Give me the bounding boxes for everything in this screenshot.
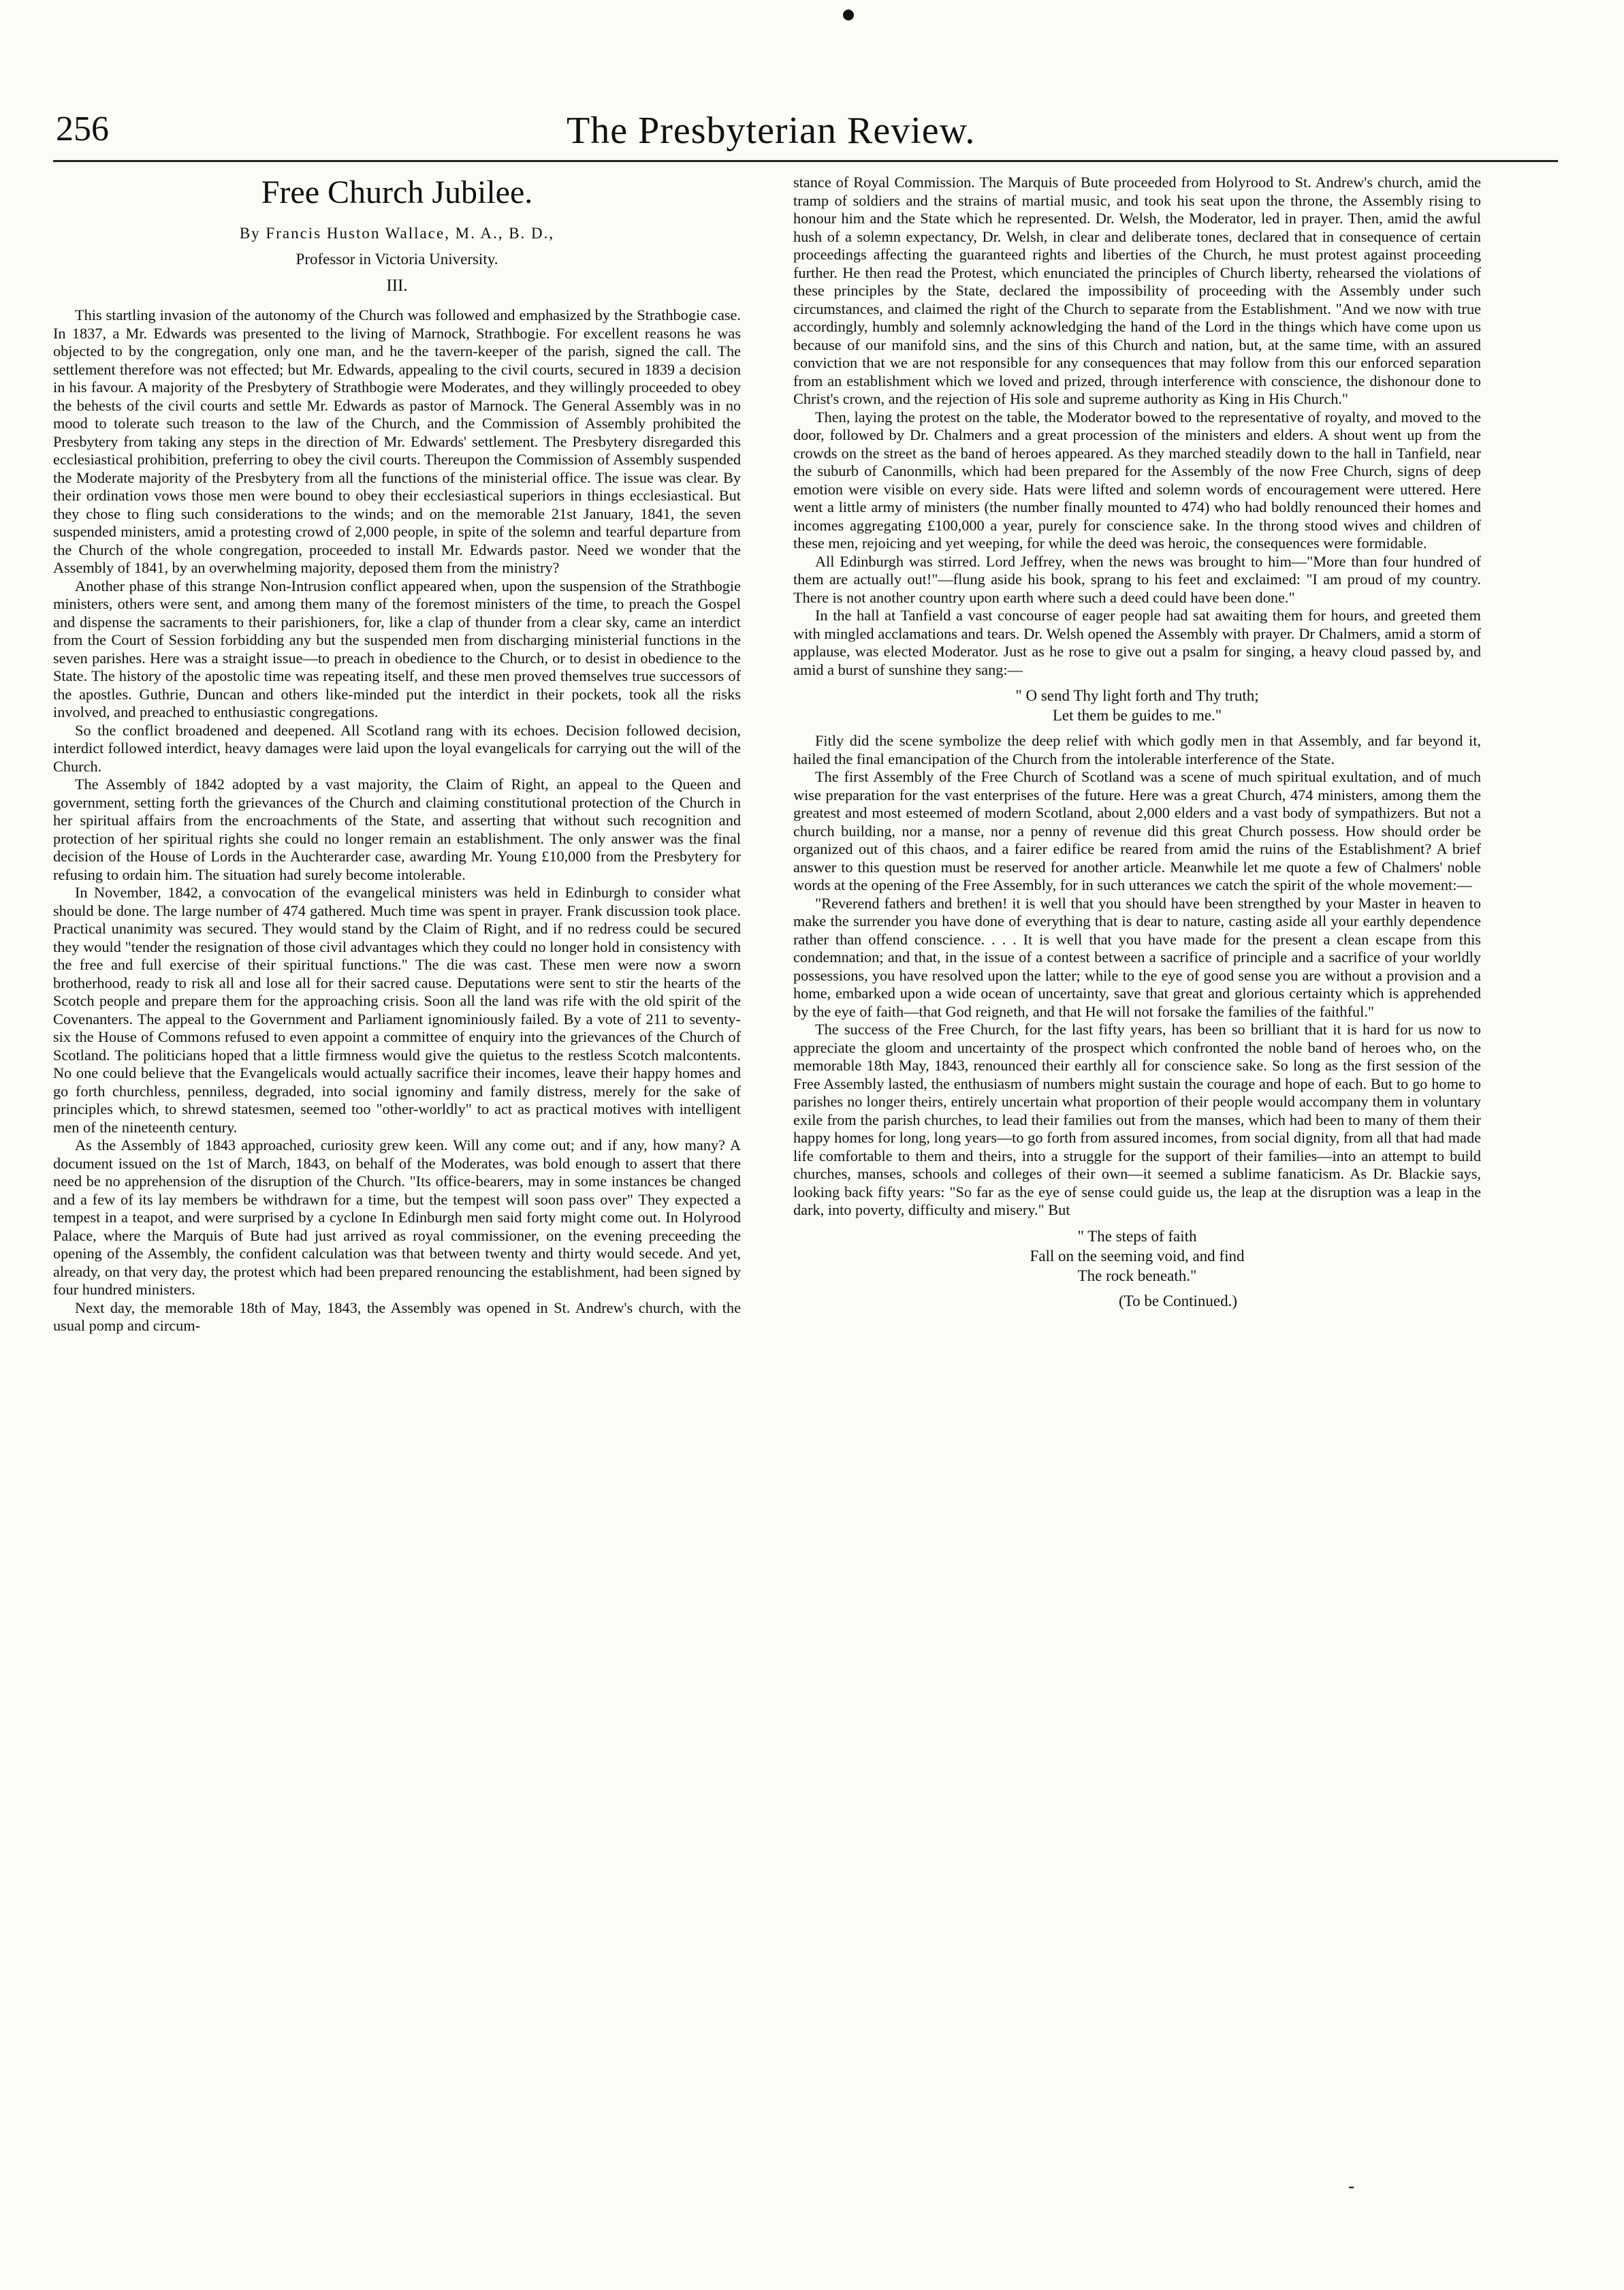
verse-line: Fall on the seeming void, and find	[1030, 1247, 1245, 1265]
paragraph: So the conflict broadened and deepened. All Scotland rang with its echoes. Decision followed decision, interdict followed interdict, heavy damages were laid upon the loyal evangelicals for carrying out the will of the Church.	[53, 721, 741, 775]
part-number: III.	[386, 276, 408, 295]
left-column	[53, 174, 741, 2278]
article-byline: By Francis Huston Wallace, M. A., B. D.,	[239, 225, 555, 242]
margin-mark: -	[1348, 2176, 1355, 2197]
paragraph: As the Assembly of 1843 approached, curiosity grew keen. Will any come out; and if any, how many? A document issued on the 1st of March, 1843, on behalf of the Moderates, was bold enough to assert that there need be no apprehension of the disruption of the Church. "Its office-bearers, may in some instances be changed and a few of its lay members be withdrawn for a time, but the tempest will soon pass over" They expected a tempest in a teapot, and were surprised by a cyclone In Edinburgh men said forty might come out. In Holyrood Palace, where the Marquis of Bute had just arrived as royal commissioner, on the evening preceeding the opening of the Assembly, the confident calculation was that between twenty and thirty would secede. And yet, already, on that very day, the protest which had been prepared renouncing the establishment, had been signed by four hundred ministers.	[53, 1136, 741, 1298]
header-rule	[53, 160, 1558, 162]
right-body-2	[793, 732, 1481, 1220]
verse-line: The rock beneath."	[1077, 1267, 1197, 1284]
paragraph: The success of the Free Church, for the last fifty years, has been so brilliant that it is hard for us now to appreciate the gloom and uncertainty of the prospect which confronted the noble band of heroes who, on the memorable 18th May, 1843, renounced their earthly all for conscience sake. So long as the first session of the Free Assembly lasted, the enthusiasm of numbers might sustain the courage and hope of each. But to go home to parishes no longer theirs, entirely uncertain what proportion of their people would accompany them in voluntary exile from the parish churches, to lead their families out from the manses, which had been to many of them their happy homes for long, long years—to go forth from assured incomes, from social dignity, from all that had made life comfortable to them and theirs, into a struggle for the support of their families—into an attempt to build churches, manses, schools and colleges of their own—it seemed a sublime fanaticism. As Dr. Blackie says, looking back fifty years: "So far as the eye of sense could guide us, the leap at the disruption was a leap in the dark, into poverty, difficulty and misery." But	[793, 1021, 1481, 1218]
closing-verse	[793, 1226, 1481, 1286]
article-title: Free Church Jubilee.	[261, 174, 533, 210]
verse-line: " The steps of faith	[1077, 1227, 1197, 1245]
paragraph: "Reverend fathers and brethen! it is well that you should have been strengthed by your Master in heaven to make the surrender you have done of everything that is dear to nature, casting aside all your earthly dependence rather than offend conscience. . . . It is well that you have made for the present a clean escape from this condemnation; and that, in the issue of a contest between a sacrifice of principle and a sacrifice of your worldly possessions, you have resolved upon the latter; while to the eye of good sense you are without a provision and a home, embarked upon a wide ocean of uncertainty, save that great and glorious certainty which is apprehended by the eye of faith—that God reigneth, and that He will not forsake the families of the faithful."	[793, 894, 1481, 1020]
right-body-1	[793, 174, 1481, 679]
paragraph: The first Assembly of the Free Church of Scotland was a scene of much spiritual exultation, and of much wise preparation for the vast enterprises of the future. Here was a great Church, 474 ministers, among them the greatest and most esteemed of modern Scotland, about 2,000 elders and a vast body of sympathizers. But not a church building, nor a manse, nor a penny of revenue did this great Church possess. How should order be organized out of this chaos, and a fairer edifice be reared from amid the ruins of the Establishment? A brief answer to this question must be reserved for another article. Meanwhile let me quote a few of Chalmers' noble words at the opening of the Free Assembly, for in such utterances we catch the spirit of the whole movement:—	[793, 768, 1481, 893]
paragraph: Next day, the memorable 18th of May, 1843, the Assembly was opened in St. Andrew's church, with the usual pomp and circum-	[53, 1299, 741, 1334]
left-body	[53, 306, 741, 1335]
paragraph: In the hall at Tanfield a vast concourse of eager people had sat awaiting them for hours, and greeted them with mingled acclamations and tears. Dr. Welsh opened the Assembly with prayer. Dr Chalmers, amid a storm of applause, was elected Moderator. Just as he rose to give out a psalm for singing, a heavy cloud passed by, and amid a burst of sunshine they sang:—	[793, 607, 1481, 678]
paragraph: In November, 1842, a convocation of the evangelical ministers was held in Edinburgh to consider what should be done. The large number of 474 gathered. Much time was spent in prayer. Frank discussion took place. Practical unanimity was secured. They would stand by the Claim of Right, and if no redress could be secured they would "tender the resignation of those civil advantages which they could no longer hold in consistency with the free and full exercise of their spiritual functions." The die was cast. These men were now a sworn brotherhood, ready to risk all and lose all for their sacred cause. Deputations were sent to stir the hearts of the Scotch people and prepare them for the approaching crisis. Soon all the land was rife with the old spirit of the Covenanters. The appeal to the Government and Parliament ignominiously failed. By a vote of 211 to seventy-six the House of Commons refused to even appoint a committee of enquiry into the grievances of the Church of Scotland. The politicians hoped that a little firmness would give the quietus to the restless Scotch malcontents. No one could believe that the Evangelicals would actually sacrifice their incomes, leave their happy homes and go forth churchless, penniless, degraded, into social ignominy and family distress, merely for the sake of principles which, to shrewd statesmen, seemed too "other-worldly" to act as practical motives with intelligent men of the nineteenth century.	[53, 884, 741, 1136]
author-affiliation: Professor in Victoria University.	[296, 251, 498, 268]
paragraph: All Edinburgh was stirred. Lord Jeffrey, when the news was brought to him—"More than four hundred of them are actually out!"—flung aside his book, sprang to his feet and exclaimed: "I am proud of my country. There is not another country upon earth where such a deed could have been done."	[793, 552, 1481, 606]
right-column	[793, 174, 1481, 2278]
paragraph: Then, laying the protest on the table, the Moderator bowed to the representative of royalty, and moved to the door, followed by Dr. Chalmers and a great procession of the ministers and elders. A shout went up from the crowds on the street as the band of heroes appeared. As they marched steadily down to the hall in Tanfield, near the suburb of Canonmills, which had been prepared for the Assembly of the now Free Church, signs of deep emotion were visible on every side. Hats were lifted and solemn words of encouragement were uttered. Here went a little army of ministers (the number finally mounted to 474) who had boldly renounced their homes and incomes aggregating £100,000 a year, purely for conscience sake. In the throng stood wives and children of these men, rejoicing and yet weeping, for while the deed was heroic, the consequences were formidable.	[793, 408, 1481, 552]
page-number: 256	[56, 110, 109, 148]
psalm-quote	[793, 686, 1481, 725]
paragraph: The Assembly of 1842 adopted by a vast majority, the Claim of Right, an appeal to the Queen and government, setting forth the grievances of the Church and claiming constitutional protection of the Church in her spiritual affairs from the encroachments of the State, and asserting that without such recognition and protection of her spiritual rights she could no longer remain an establishment. The only answer was the final decision of the House of Lords in the Auchterarder case, awarding Mr. Young £10,000 from the Presbytery for refusing to ordain him. The situation had surely become intolerable.	[53, 776, 741, 883]
psalm-line: " O send Thy light forth and Thy truth;	[1015, 687, 1259, 704]
paragraph: This startling invasion of the autonomy of the Church was followed and emphasized by the Strathbogie case. In 1837, a Mr. Edwards was presented to the living of Marnock, Strathbogie. For excellent reasons he was objected to by the congregation, only one man, and he the tavern-keeper of the parish, signed the call. The settlement therefore was not effected; but Mr. Edwards, appealing to the civil courts, secured in 1839 a decision in his favour. A majority of the Presbytery of Strathbogie were Moderates, and they willingly proceeded to obey the behests of the civil courts and settle Mr. Edwards as pastor of Marnock. The General Assembly was in no mood to tolerate such treason to the law of the Church, and the Commission of Assembly prohibited the Presbytery from taking any steps in the direction of Mr. Edwards' settlement. The Presbytery disregarded this ecclesiastical prohibition, preferring to obey the civil courts. Thereupon the Commission of Assembly suspended the Moderate majority of the Presbytery from all the functions of the ministerial office. The issue was clear. By their ordination vows those men were bound to obey their ecclesiastical superiors in things ecclesiastical. But they chose to fling such considerations to the winds; and on the memorable 21st January, 1841, the seven suspended ministers, amid a protesting crowd of 2,000 people, in spite of the solemn and tearful departure from the Church of the whole congregation, proceeded to install Mr. Edwards pastor. Need we wonder that the Assembly of 1841, by an overwhelming majority, deposed them from the ministry?	[53, 306, 741, 576]
paragraph: Another phase of this strange Non-Intrusion conflict appeared when, upon the suspension of the Strathbogie ministers, others were sent, and among them many of the foremost ministers of the time, to preach the Gospel and dispense the sacraments to their parishioners, for, like a clap of thunder from a clear sky, came an interdict from the Court of Session forbidding any but the suspended men from discharging ministerial functions in the seven parishes. Here was a straight issue—to preach in obedience to the Church, or to desist in obedience to the State. The history of the apostolic time was repeating itself, and these men proved themselves true successors of the apostles. Guthrie, Duncan and others like-minded put the interdict in their pockets, took all the risks involved, and preached to enthusiastic congregations.	[53, 577, 741, 720]
paragraph: stance of Royal Commission. The Marquis of Bute proceeded from Holyrood to St. Andrew's church, amid the tramp of soldiers and the strains of martial music, and took his seat upon the throne, the Assembly rising to honour him and the State which he represented. Dr. Welsh, the Moderator, led in prayer. Then, amid the awful hush of a solemn expectancy, Dr. Welsh, in clear and deliberate tones, declared that in consequence of certain proceedings affecting the guaranteed rights and liberties of the Church, he must protest against proceeding further. He then read the Protest, which enunciated the principles of Church liberty, rehearsed the violations of these principles by the State, declared the impossibility of proceeding with the Assembly under such circumstances, and claimed the right of the Church to separate from the Establishment. "And we now with true accordingly, humbly and solemnly acknowledging the hand of the Lord in the things which have come upon us because of our manifold sins, and the sins of this Church and nation, but, at the same time, with an assured conviction that we are not responsible for any consequences that may follow from this our enforced separation from an establishment which we loved and prized, through interference with conscience, the dishonour done to Christ's crown, and the rejection of His sole and supreme authority as King in His Church."	[793, 174, 1481, 407]
to-be-continued: (To be Continued.)	[1118, 1292, 1238, 1309]
top-dot	[843, 10, 854, 20]
paragraph: Fitly did the scene symbolize the deep relief with which godly men in that Assembly, and far beyond it, hailed the final emancipation of the Church from the intolerable interference of the State.	[793, 732, 1481, 767]
page-header	[49, 109, 1574, 163]
psalm-line: Let them be guides to me."	[1052, 707, 1222, 724]
running-title: The Presbyterian Review.	[567, 110, 976, 152]
